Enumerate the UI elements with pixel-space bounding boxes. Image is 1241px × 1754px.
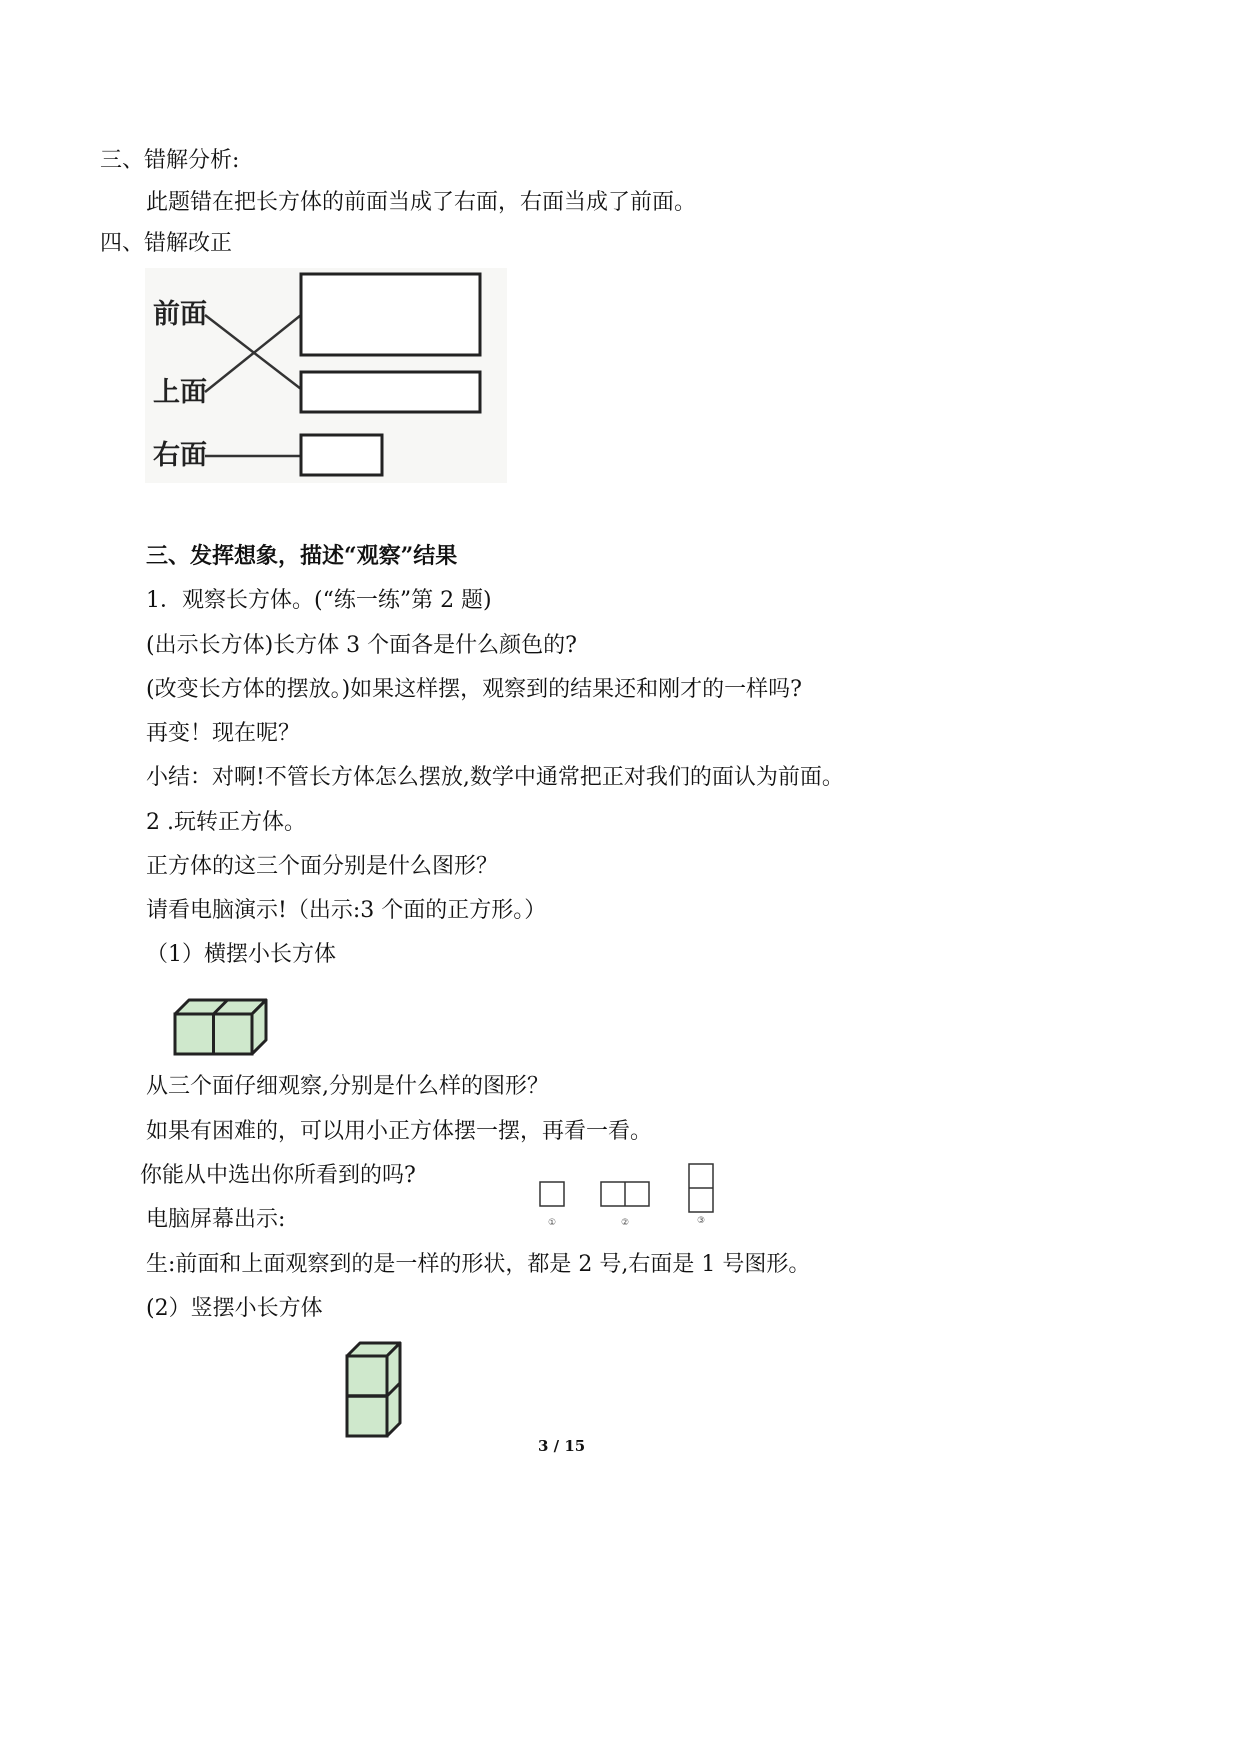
text-line: 1．观察长方体。(“练一练”第 2 题) <box>146 588 492 613</box>
figure-label-right: 右面 <box>153 440 207 471</box>
text-line: 再变！现在呢？ <box>146 721 301 746</box>
option-2-number: ② <box>620 1218 630 1228</box>
shape-options-figure <box>535 1162 725 1232</box>
horizontal-cuboid-figure <box>172 997 272 1057</box>
text-line: 如果有困难的，可以用小正方体摆一摆，再看一看。 <box>146 1119 653 1144</box>
matching-lines-and-rectangles <box>145 268 507 483</box>
vertical-cuboid-figure <box>344 1340 404 1440</box>
text-line: 电脑屏幕出示: <box>146 1207 286 1232</box>
text-line: 请看电脑演示!（出示:3 个面的正方形。） <box>146 898 547 923</box>
text-line: 生:前面和上面观察到的是一样的形状，都是 2 号,右面是 1 号图形。 <box>146 1252 811 1277</box>
correction-figure <box>145 268 507 483</box>
error-analysis-text: 此题错在把长方体的前面当成了右面，右面当成了前面。 <box>146 190 697 215</box>
text-line: （1）横摆小长方体 <box>146 942 336 967</box>
text-line: 你能从中选出你所看到的吗? <box>140 1163 416 1188</box>
text-line: 从三个面仔细观察,分别是什么样的图形？ <box>146 1074 549 1099</box>
option-1-square <box>540 1182 564 1206</box>
text-line: 小结：对啊!不管长方体怎么摆放,数学中通常把正对我们的面认为前面。 <box>146 765 844 790</box>
option-3-number: ③ <box>696 1216 706 1226</box>
text-line: (2）竖摆小长方体 <box>146 1296 323 1321</box>
text-line: (改变长方体的摆放。)如果这样摆，观察到的结果还和刚才的一样吗? <box>146 677 802 702</box>
option-1-number: ① <box>547 1218 557 1228</box>
figure-label-front: 前面 <box>153 299 207 330</box>
rect-right-face <box>301 435 382 475</box>
heading-imagine: 三、发挥想象，描述“观察”结果 <box>146 543 458 569</box>
text-line: (出示长方体)长方体 3 个面各是什么颜色的? <box>146 633 577 658</box>
heading-correction: 四、错解改正 <box>100 231 233 256</box>
figure-label-top: 上面 <box>153 377 207 408</box>
page-number: 3 / 15 <box>538 1437 586 1455</box>
heading-error-analysis: 三、错解分析: <box>100 148 240 173</box>
rect-front-face <box>301 274 480 355</box>
text-line: 2 .玩转正方体。 <box>146 810 306 835</box>
text-line: 正方体的这三个面分别是什么图形？ <box>146 854 499 879</box>
rect-top-face <box>301 372 480 412</box>
